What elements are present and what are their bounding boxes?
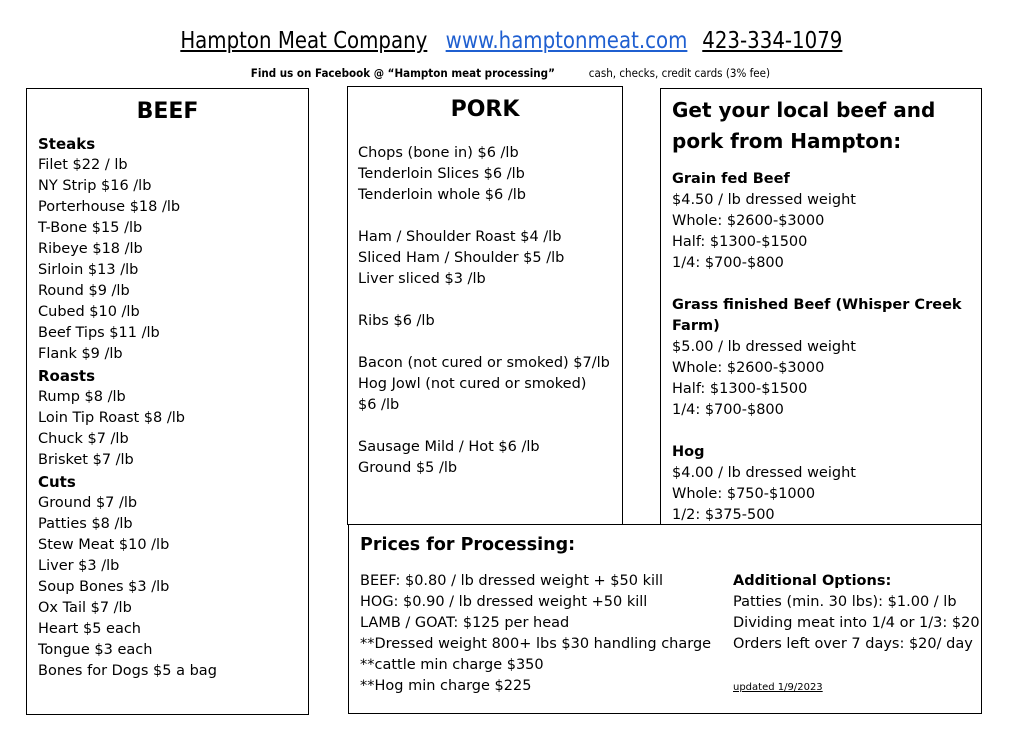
local-title-line2: pork from Hampton:	[672, 129, 902, 153]
list-item: Loin Tip Roast $8 /lb	[38, 410, 185, 426]
list-item: Whole: $2600-$3000	[672, 213, 825, 229]
list-item: Patties $8 /lb	[38, 516, 133, 532]
list-item: Round $9 /lb	[38, 283, 130, 299]
list-item: **Hog min charge $225	[360, 678, 532, 694]
list-item: Sausage Mild / Hot $6 /lb	[358, 439, 540, 455]
list-item: Hog Jowl (not cured or smoked)	[358, 376, 587, 392]
list-item: Bones for Dogs $5 a bag	[38, 663, 217, 679]
list-item: Cubed $10 /lb	[38, 304, 140, 320]
grass-list	[672, 337, 962, 421]
payment-note: cash, checks, credit cards (3% fee)	[588, 66, 771, 80]
list-item: 1/2: $375-500	[672, 507, 775, 523]
grain-list	[672, 190, 962, 274]
list-item: LAMB / GOAT: $125 per head	[360, 615, 570, 631]
pork-group-bacon	[358, 353, 610, 416]
list-item: Flank $9 /lb	[38, 346, 123, 362]
list-item: Tenderloin whole $6 /lb	[358, 187, 526, 203]
list-item: Dividing meat into 1/4 or 1/3: $20	[733, 615, 980, 631]
pork-panel	[347, 86, 623, 525]
cuts-list	[38, 493, 217, 682]
list-item: $4.50 / lb dressed weight	[672, 192, 856, 208]
list-item: Liver $3 /lb	[38, 558, 120, 574]
list-item: 1/4: $700-$800	[672, 255, 784, 271]
grass-heading-line1: Grass finished Beef (Whisper Creek	[672, 297, 962, 313]
list-item: Soup Bones $3 /lb	[38, 579, 170, 595]
list-item: Ox Tail $7 /lb	[38, 600, 132, 616]
processing-panel	[348, 524, 982, 714]
pork-group-chops	[358, 143, 610, 206]
list-item: Stew Meat $10 /lb	[38, 537, 170, 553]
header-subline	[53, 66, 967, 80]
list-item: NY Strip $16 /lb	[38, 178, 152, 194]
list-item: Sirloin $13 /lb	[38, 262, 139, 278]
page-header	[74, 28, 948, 54]
website-link[interactable]: www.hamptonmeat.com	[445, 28, 688, 54]
processing-lines	[360, 571, 711, 697]
phone-number: 423-334-1079	[702, 28, 843, 54]
cuts-heading: Cuts	[38, 473, 76, 491]
list-item: Ribs $6 /lb	[358, 313, 435, 329]
list-item: **cattle min charge $350	[360, 657, 544, 673]
beef-title: BEEF	[136, 99, 199, 124]
list-item: Half: $1300-$1500	[672, 234, 808, 250]
list-item: Bacon (not cured or smoked) $7/lb	[358, 355, 610, 371]
hog-heading: Hog	[672, 444, 705, 460]
pork-group-ribs	[358, 311, 610, 332]
list-item: Ham / Shoulder Roast $4 /lb	[358, 229, 562, 245]
grass-heading-line2: Farm)	[672, 318, 720, 334]
list-item: Tongue $3 each	[38, 642, 153, 658]
company-name: Hampton Meat Company	[180, 28, 428, 54]
list-item: Brisket $7 /lb	[38, 452, 134, 468]
steaks-heading: Steaks	[38, 135, 96, 153]
pork-title: PORK	[450, 97, 520, 122]
list-item: HOG: $0.90 / lb dressed weight +50 kill	[360, 594, 648, 610]
roasts-heading: Roasts	[38, 367, 96, 385]
list-item: **Dressed weight 800+ lbs $30 handling charge	[360, 636, 712, 652]
list-item: $5.00 / lb dressed weight	[672, 339, 856, 355]
list-item: Rump $8 /lb	[38, 389, 126, 405]
list-item: Orders left over 7 days: $20/ day	[733, 636, 973, 652]
local-title-line1: Get your local beef and	[672, 98, 936, 122]
list-item: Patties (min. 30 lbs): $1.00 / lb	[733, 594, 957, 610]
list-item: Chops (bone in) $6 /lb	[358, 145, 519, 161]
list-item: Ground $5 /lb	[358, 460, 458, 476]
list-item: Filet $22 / lb	[38, 157, 128, 173]
list-item: $4.00 / lb dressed weight	[672, 465, 856, 481]
hog-list	[672, 463, 962, 525]
list-item: BEEF: $0.80 / lb dressed weight + $50 kill	[360, 573, 664, 589]
list-item: Ribeye $18 /lb	[38, 241, 143, 257]
roasts-list	[38, 387, 217, 471]
list-item: Ground $7 /lb	[38, 495, 138, 511]
list-item: Half: $1300-$1500	[672, 381, 808, 397]
list-item: Beef Tips $11 /lb	[38, 325, 160, 341]
local-meat-panel	[660, 88, 982, 525]
grain-heading: Grain fed Beef	[672, 171, 790, 187]
list-item: $6 /lb	[358, 397, 400, 413]
processing-title: Prices for Processing:	[360, 535, 576, 555]
facebook-note: Find us on Facebook @ “Hampton meat processing”	[250, 66, 555, 80]
pork-group-ham	[358, 227, 610, 290]
list-item: Heart $5 each	[38, 621, 141, 637]
steaks-list	[38, 155, 217, 365]
list-item: Whole: $750-$1000	[672, 486, 816, 502]
beef-panel	[26, 88, 309, 715]
additional-heading: Additional Options:	[733, 573, 892, 589]
list-item: T-Bone $15 /lb	[38, 220, 143, 236]
list-item: Tenderloin Slices $6 /lb	[358, 166, 525, 182]
pork-group-sausage	[358, 437, 610, 479]
list-item: Whole: $2600-$3000	[672, 360, 825, 376]
additional-list	[733, 592, 980, 655]
updated-date: updated 1/9/2023	[733, 682, 823, 693]
list-item: Chuck $7 /lb	[38, 431, 129, 447]
list-item: Porterhouse $18 /lb	[38, 199, 181, 215]
list-item: Liver sliced $3 /lb	[358, 271, 486, 287]
list-item: 1/4: $700-$800	[672, 402, 784, 418]
list-item: Sliced Ham / Shoulder $5 /lb	[358, 250, 565, 266]
